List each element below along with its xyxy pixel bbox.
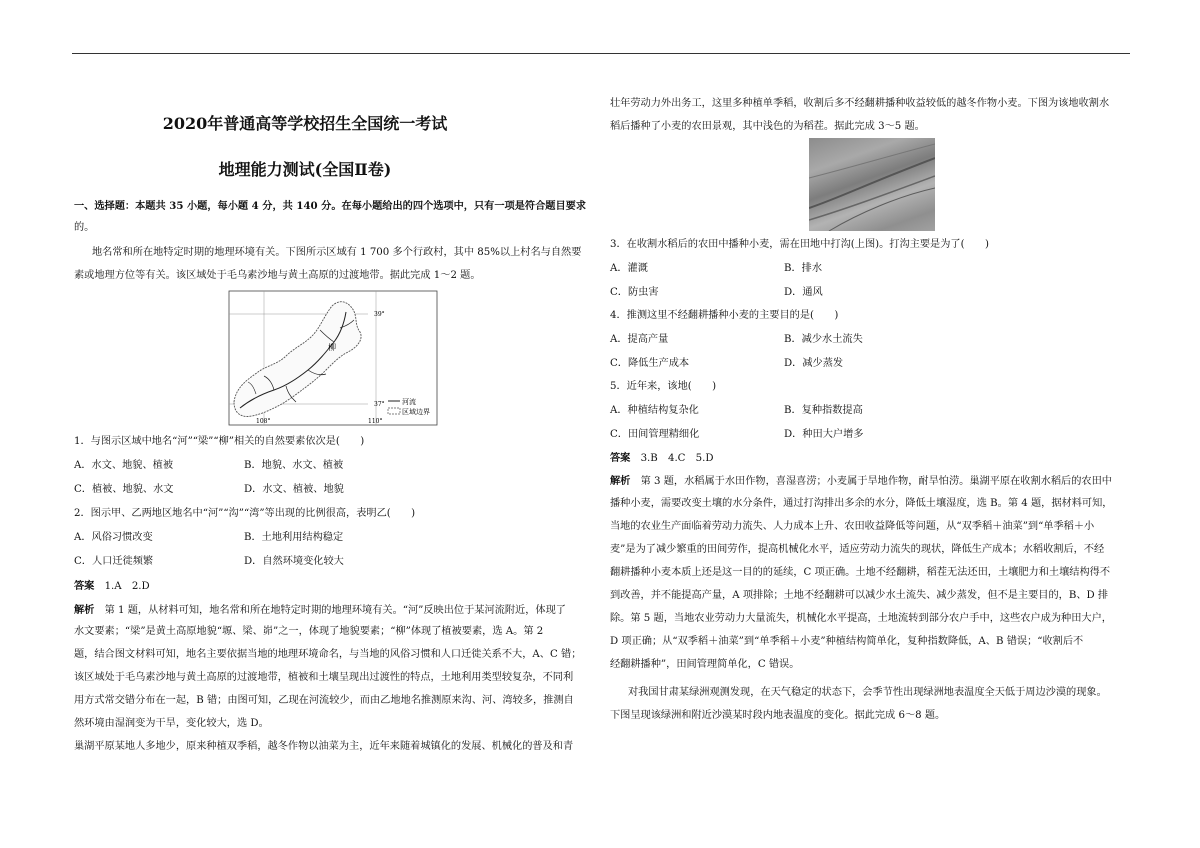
question-4: 4．推测这里不经翻耕播种小麦的主要目的是( ) [610,310,839,321]
legend-boundary-label: 区域边界 [402,408,430,416]
answer-value: 1.A 2.D [104,581,150,592]
next-passage-line-2: 下图呈现该绿洲和附近沙漠某时段内地表温度的变化。据此完成 6～8 题。 [610,710,946,721]
explanation-line-3: 当地的农业生产面临着劳动力流失、人力成本上升、农田收益降低等问题，从“双季稻＋油菜”到“单季稻＋小 [610,521,1095,532]
question-1: 1．与图示区域中地名“河”“梁”“柳”相关的自然要素依次是( ) [74,436,365,447]
passage-start: 巢湖平原某地人多地少，原来种植双季稻，越冬作物以油菜为主，近年来随着城镇化的发展、机械化的普及和青 [74,741,574,752]
map-lon-108: 108° [256,418,271,425]
explanation-line-8: D 项正确；从“双季稻＋油菜”到“单季稻＋小麦”种植结构简单化，复种指数降低，A、B 错误；“收割后不 [610,636,1084,647]
q1-option-a: A．水文、地貌、植被 [74,460,174,471]
answer-value: 3.B 4.C 5.D [640,453,714,464]
legend-river-label: 河流 [402,398,416,406]
map-place-label: 柳 [328,343,336,352]
question-5: 5．近年来，该地( ) [610,381,717,392]
answer-label: 答案 [74,580,95,592]
map-lat-39: 39° [374,311,385,318]
q5-option-c: C．田间管理精细化 [610,429,700,440]
explanation-line-4: 该区域处于毛乌素沙地与黄土高原的过渡地带，植被和土壤呈现出过渡性的特点，土地利用类型较复杂，不同利 [74,672,574,683]
answer-1-2 [74,579,150,594]
passage-line-1: 壮年劳动力外出务工，这里多种植单季稻，收割后多不经翻耕播种收益较低的越冬作物小麦。下图为该地收割水 [610,98,1110,109]
q4-option-a: A．提高产量 [610,334,669,345]
section-heading: 一、选择题：本题共 35 小题，每小题 4 分，共 140 分。在每小题给出的四个选项中，只有一项是符合题目要求 [74,200,587,212]
intro-line-2: 素或地理方位等有关。该区域处于毛乌素沙地与黄土高原的过渡地带。据此完成 1～2 题。 [74,270,481,281]
explanation-line-1: 解析 第 1 题，从材料可知，地名常和所在地特定时期的地理环境有关。“河”反映出位于某河流附近，体现了 [74,604,566,616]
q2-option-b: B．土地利用结构稳定 [244,532,344,543]
explanation-line-5: 用方式常交错分布在一起，B 错；由图可知，乙现在河流较少，而由乙地地名推测原来沟、河、湾较多，推测自 [74,695,574,706]
document-subtitle: 地理能力测试(全国Ⅱ卷) [218,160,392,179]
q5-option-a: A．种植结构复杂化 [610,405,699,416]
explanation-line-7: 除。第 5 题，当地农业劳动力大量流失，机械化水平提高，土地流转到部分农户手中，这些农户成为种田大户， [610,613,1112,624]
question-3: 3．在收割水稻后的农田中播种小麦，需在田地中打沟(上图)。打沟主要是为了( ) [610,239,989,250]
answer-label: 答案 [610,452,631,464]
explanation-line-5: 翻耕播种小麦本质上还是这一目的的延续，C 项正确。土地不经翻耕，稻茬无法还田，土壤肥力和土壤结构得不 [610,567,1111,578]
top-rule [72,53,1130,54]
map-lat-37: 37° [374,401,385,408]
explanation-line-2: 播种小麦，需要改变土壤的水分条件，通过打沟排出多余的水分，降低土壤湿度，选 B。第 4 题，据材料可知， [610,498,1113,509]
q5-option-d: D．种田大户增多 [784,429,864,440]
q2-option-a: A．风俗习惯改变 [74,532,153,543]
region-map [228,290,438,426]
explanation-label: 解析 [610,475,631,487]
explanation-line-2: 水文要素；“梁”是黄土高原地貌“塬、梁、峁”之一，体现了地貌要素；“柳”体现了植被要素，选 A。第 2 [74,626,544,637]
intro-line-1: 地名常和所在地特定时期的地理环境有关。下图所示区域有 1 700 多个行政村，其中 85%以上村名与自然要 [92,247,582,258]
explanation-line-6: 到改善，并不能提高产量，A 项排除；土地不经翻耕可以减少水土流失、减少蒸发，但不是主要目的，B、D 排 [610,590,1109,601]
answer-3-5 [610,451,714,466]
q1-option-d: D．水文、植被、地貌 [244,484,344,495]
passage-line-2: 稻后播种了小麦的农田景观，其中浅色的为稻茬。据此完成 3～5 题。 [610,121,925,132]
section-heading-cont: 的。 [74,222,95,233]
explanation-label: 解析 [74,604,95,616]
next-passage-line-1: 对我国甘肃某绿洲观测发现，在天气稳定的状态下，会季节性出现绿洲地表温度全天低于周边沙漠的现象。 [628,687,1107,698]
q1-option-c: C．植被、地貌、水文 [74,484,174,495]
q5-option-b: B．复种指数提高 [784,405,863,416]
explanation-line-1: 解析 第 3 题，水稻属于水田作物，喜湿喜涝；小麦属于旱地作物，耐旱怕涝。巢湖平原在收割水稻后的农田中 [610,475,1112,487]
q4-option-c: C．降低生产成本 [610,358,690,369]
q4-option-b: B．减少水土流失 [784,334,863,345]
q2-option-c: C．人口迁徙频繁 [74,556,154,567]
q4-option-d: D．减少蒸发 [784,358,844,369]
farmland-photo [809,138,935,231]
explanation-line-9: 经翻耕播种”，田间管理简单化，C 错误。 [610,659,800,670]
legend-boundary-symbol [388,408,400,414]
q3-option-a: A．灌溉 [610,263,648,274]
q3-option-c: C．防虫害 [610,287,659,298]
map-lon-110: 110° [368,418,383,425]
explanation-line-3: 题，结合图文材料可知，地名主要依据当地的地理环境命名，与当地的风俗习惯和人口迁徙关系不大，A、C 错； [74,649,582,660]
explanation-line-4: 麦”是为了减少繁重的田间劳作，提高机械化水平，适应劳动力流失的现状，降低生产成本；水稻收割后，不经 [610,544,1105,555]
q1-option-b: B．地貌、水文、植被 [244,460,344,471]
document-title: 2020年普通高等学校招生全国统一考试 [162,114,448,133]
q3-option-b: B．排水 [784,263,823,274]
q2-option-d: D．自然环境变化较大 [244,556,344,567]
question-2: 2．图示甲、乙两地区地名中“河”“沟”“湾”等出现的比例很高，表明乙( ) [74,508,416,519]
q3-option-d: D．通风 [784,287,823,298]
explanation-line-6: 然环境由湿润变为干旱，变化较大，选 D。 [74,718,269,729]
